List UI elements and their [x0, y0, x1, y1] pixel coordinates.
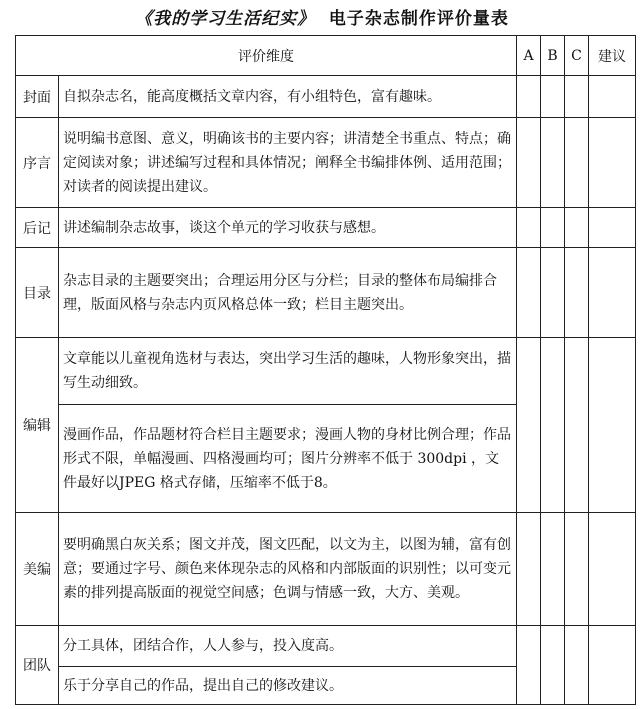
- category-preface: 序言: [16, 118, 59, 208]
- suggest-toc[interactable]: [589, 248, 636, 338]
- score-c-team[interactable]: [565, 626, 589, 705]
- page-title: [0, 4, 644, 29]
- row-cover: [16, 76, 636, 118]
- score-c-afterword[interactable]: [565, 208, 589, 248]
- header-suggest: 建议: [589, 36, 636, 76]
- score-a-cover[interactable]: [517, 76, 541, 118]
- row-afterword: [16, 208, 636, 248]
- score-b-toc[interactable]: [541, 248, 565, 338]
- criteria-team-1: 分工具体，团结合作，人人参与，投入度高。: [59, 626, 517, 667]
- score-b-team[interactable]: [541, 626, 565, 705]
- criteria-editing-1: 文章能以儿童视角选材与表达，突出学习生活的趣味，人物形象突出，描写生动细致。: [59, 338, 517, 405]
- criteria-editing-2: 漫画作品，作品题材符合栏目主题要求；漫画人物的身材比例合理；作品形式不限，单幅漫画、四格漫画均可；图片分辨率不低于 300dpi ，文件最好以JPEG 格式存储，压缩率不低于8。: [59, 405, 517, 513]
- category-toc: 目录: [16, 248, 59, 338]
- row-editing-1: [16, 338, 636, 405]
- criteria-preface: 说明编书意图、意义，明确该书的主要内容；讲清楚全书重点、特点；确定阅读对象；讲述编写过程和具体情况；阐释全书编排体例、适用范围；对读者的阅读提出建议。: [59, 118, 517, 208]
- row-team-1: [16, 626, 636, 667]
- evaluation-table: [15, 35, 636, 705]
- header-a: A: [517, 36, 541, 76]
- criteria-team-2: 乐于分享自己的作品，提出自己的修改建议。: [59, 667, 517, 705]
- suggest-cover[interactable]: [589, 76, 636, 118]
- score-c-design[interactable]: [565, 513, 589, 626]
- suggest-team[interactable]: [589, 626, 636, 705]
- header-dimension: 评价维度: [16, 36, 517, 76]
- header-c: C: [565, 36, 589, 76]
- criteria-toc: 杂志目录的主题要突出；合理运用分区与分栏；目录的整体布局编排合理，版面风格与杂志内页风格总体一致；栏目主题突出。: [59, 248, 517, 338]
- score-b-editing[interactable]: [541, 338, 565, 513]
- score-a-design[interactable]: [517, 513, 541, 626]
- title-book: 《我的学习生活纪实》: [135, 9, 316, 29]
- category-afterword: 后记: [16, 208, 59, 248]
- category-editing: 编辑: [16, 338, 59, 513]
- score-c-cover[interactable]: [565, 76, 589, 118]
- score-a-editing[interactable]: [517, 338, 541, 513]
- score-a-afterword[interactable]: [517, 208, 541, 248]
- score-b-afterword[interactable]: [541, 208, 565, 248]
- criteria-design: 要明确黑白灰关系；图文并茂，图文匹配，以文为主，以图为辅，富有创意；要通过字号、颜色来体现杂志的风格和内部版面的识别性；以可变元素的排列提高版面的视觉空间感；色调与情感一致，大方、美观。: [59, 513, 517, 626]
- title-subtitle: 电子杂志制作评价量表: [328, 9, 509, 29]
- score-c-preface[interactable]: [565, 118, 589, 208]
- score-a-preface[interactable]: [517, 118, 541, 208]
- category-team: 团队: [16, 626, 59, 705]
- row-design: [16, 513, 636, 626]
- suggest-afterword[interactable]: [589, 208, 636, 248]
- criteria-cover: 自拟杂志名，能高度概括文章内容，有小组特色，富有趣味。: [59, 76, 517, 118]
- score-b-design[interactable]: [541, 513, 565, 626]
- score-b-preface[interactable]: [541, 118, 565, 208]
- score-a-team[interactable]: [517, 626, 541, 705]
- score-c-editing[interactable]: [565, 338, 589, 513]
- header-b: B: [541, 36, 565, 76]
- category-cover: 封面: [16, 76, 59, 118]
- suggest-preface[interactable]: [589, 118, 636, 208]
- suggest-editing[interactable]: [589, 338, 636, 513]
- score-b-cover[interactable]: [541, 76, 565, 118]
- category-design: 美编: [16, 513, 59, 626]
- score-c-toc[interactable]: [565, 248, 589, 338]
- score-a-toc[interactable]: [517, 248, 541, 338]
- criteria-afterword: 讲述编制杂志故事，谈这个单元的学习收获与感想。: [59, 208, 517, 248]
- row-toc: [16, 248, 636, 338]
- suggest-design[interactable]: [589, 513, 636, 626]
- header-row: [16, 36, 636, 76]
- row-preface: [16, 118, 636, 208]
